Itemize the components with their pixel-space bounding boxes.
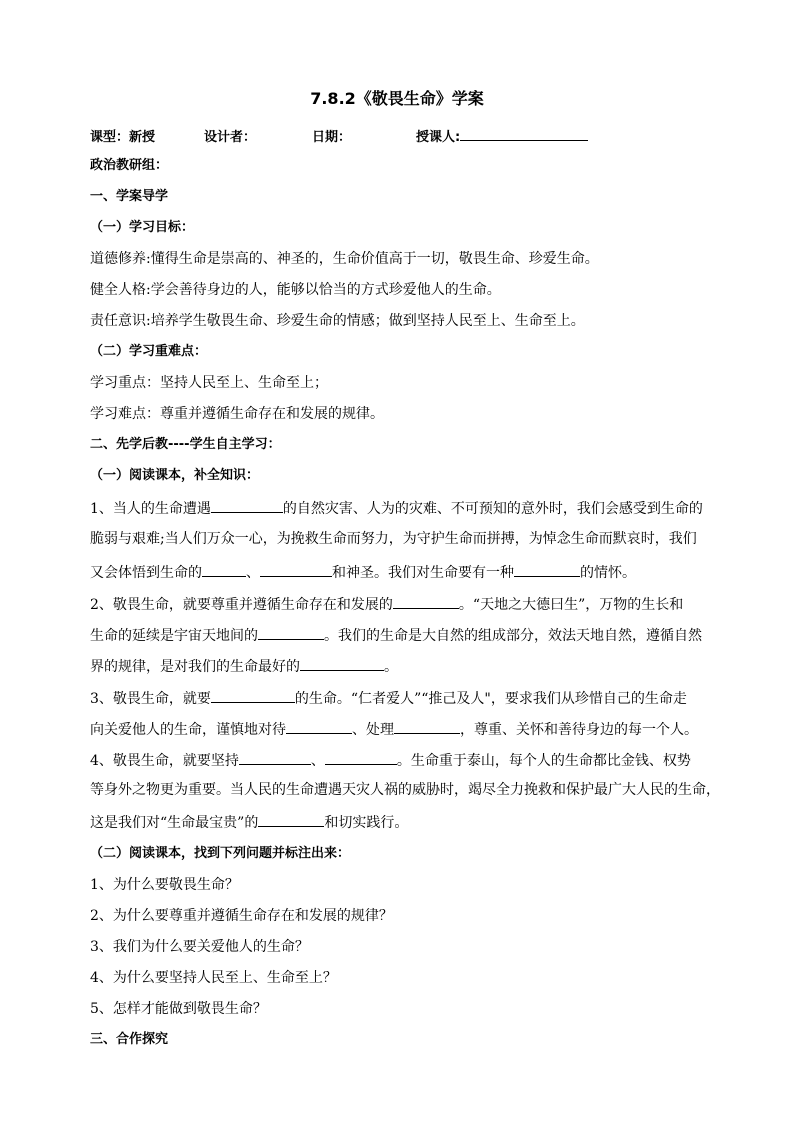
q3-line1: 3、敬畏生命，就要 的生命。“仁者爱人”“推己及人"，要求我们从珍惜自己的生命走 xyxy=(90,688,710,708)
fill-blank[interactable] xyxy=(393,594,459,609)
question-2: 2、为什么要尊重并遵循生命存在和发展的规律？ xyxy=(90,908,393,924)
q1-line2: 脆弱与艰难;当人们万众一心，为挽救生命而努力，为守护生命而拼搏，为悼念生命而默哀时，我们 xyxy=(90,531,697,547)
section3-heading: 三、合作探究 xyxy=(90,1032,169,1047)
designer-label: 设计者： xyxy=(204,130,257,145)
question-4: 4、为什么要坚持人民至上、生命至上？ xyxy=(90,970,337,986)
fill-blank[interactable] xyxy=(258,812,324,827)
fill-blank[interactable] xyxy=(325,750,397,765)
fill-blank[interactable] xyxy=(239,750,311,765)
section2-heading: 二、先学后教----学生自主学习： xyxy=(90,437,281,452)
goal-responsibility: 责任意识:培养学生敬畏生命、珍爱生命的情感；做到坚持人民至上、生命至上。 xyxy=(90,313,585,329)
q2-line1: 2、敬畏生命，就要尊重并遵循生命存在和发展的 。“天地之大德曰生”，万物的生长和 xyxy=(90,594,710,614)
key-heading: （二）学习重难点： xyxy=(90,344,208,359)
find-heading: （二）阅读课本，找到下列问题并标注出来： xyxy=(90,846,351,861)
fill-blank[interactable] xyxy=(211,688,295,703)
teacher-label: 授课人: xyxy=(416,130,461,145)
q4-line2: 等身外之物更为重要。当人民的生命遭遇天灾人祸的威胁时，竭尽全力挽救和保护最广大人民的生命， xyxy=(90,782,720,798)
read-heading: （一）阅读课本，补全知识： xyxy=(90,468,260,483)
difficult-point: 学习难点：尊重并遵循生命存在和发展的规律。 xyxy=(90,406,384,422)
key-point: 学习重点：坚持人民至上、生命至上； xyxy=(90,375,328,391)
q2-line3: 界的规律，是对我们的生命最好的 。 xyxy=(90,656,710,676)
page-title: 7.8.2《敬畏生命》学案 xyxy=(310,89,484,108)
fill-blank[interactable] xyxy=(260,562,332,577)
fill-blank[interactable] xyxy=(258,625,324,640)
q1-line1: 1、当人的生命遭遇 的自然灾害、人为的灾难、不可预知的意外时，我们会感受到生命的 xyxy=(90,498,710,518)
teacher-blank[interactable] xyxy=(460,126,588,141)
q2-line2: 生命的延续是宇宙天地间的 。我们的生命是大自然的组成部分，效法天地自然，遵循自然 xyxy=(90,625,710,645)
fill-blank[interactable] xyxy=(300,656,384,671)
q4-line1: 4、敬畏生命，就要坚持 、 。生命重于泰山，每个人的生命都比金钱、权势 xyxy=(90,750,710,770)
date-label: 日期： xyxy=(312,130,352,145)
fill-blank[interactable] xyxy=(394,719,460,734)
fill-blank[interactable] xyxy=(286,719,352,734)
q1-line3: 又会体悟到生命的 、 和神圣。我们对生命要有一种 的情怀。 xyxy=(90,562,710,582)
course-type: 课型：新授 xyxy=(90,130,156,145)
question-5: 5、怎样才能做到敬畏生命？ xyxy=(90,1001,267,1017)
question-3: 3、我们为什么要关爱他人的生命？ xyxy=(90,939,309,955)
goals-heading: （一）学习目标： xyxy=(90,220,195,235)
q4-line3: 这是我们对“生命最宝贵”的 和切实践行。 xyxy=(90,812,710,832)
goal-personality: 健全人格:学会善待身边的人，能够以恰当的方式珍爱他人的生命。 xyxy=(90,282,501,298)
meta-row xyxy=(90,126,710,147)
fill-blank[interactable] xyxy=(211,498,283,513)
fill-blank[interactable] xyxy=(514,562,580,577)
fill-blank[interactable] xyxy=(202,562,246,577)
q3-line2: 向关爱他人的生命，谨慎地对待 、处理 ，尊重、关怀和善待身边的每一个人。 xyxy=(90,719,710,739)
section1-heading: 一、学案导学 xyxy=(90,189,169,204)
question-1: 1、为什么要敬畏生命？ xyxy=(90,877,239,893)
group-label: 政治教研组： xyxy=(90,158,169,173)
goal-moral: 道德修养:懂得生命是崇高的、神圣的，生命价值高于一切，敬畏生命、珍爱生命。 xyxy=(90,251,599,267)
